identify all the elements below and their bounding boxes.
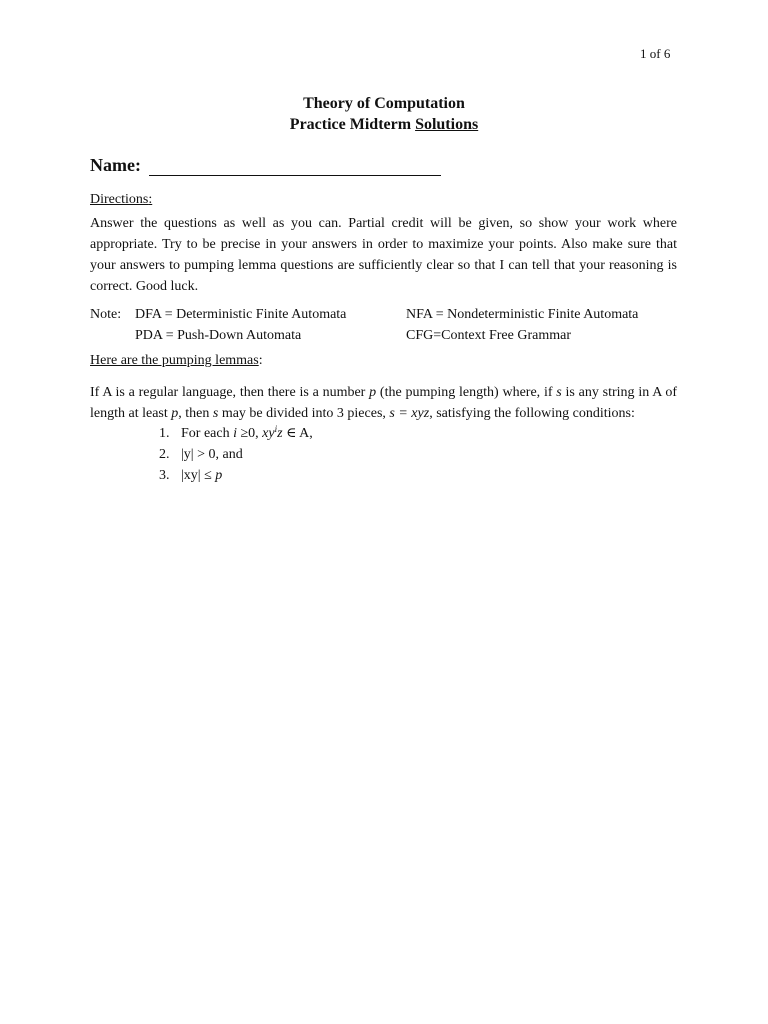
condition-var-i: i: [233, 426, 237, 441]
condition-var-z: z: [277, 426, 283, 441]
directions-body: Answer the questions as well as you can. Partial credit will be given, so show your work where appropriate. Try to be precise in your answers in order to maximize your points. Also make sure that your answers to pumping lemma questions are sufficiently clear so that I can tell that your reasoning is correct. Good luck.: [90, 216, 677, 294]
lemma-text-part: may be divided into 3 pieces,: [218, 406, 390, 421]
pumping-lemmas-heading-text: Here are the pumping lemmas: [90, 353, 259, 368]
condition-item-2: [159, 444, 313, 465]
condition-text-part: |xy| ≤: [181, 468, 216, 483]
condition-number: 3.: [159, 468, 170, 483]
lemma-equation: s = xyz: [389, 406, 430, 421]
condition-text-part: ∈ A,: [282, 426, 313, 441]
lemma-text-part: If A is a regular language, then there is a number: [90, 385, 370, 400]
title-line-2: [0, 114, 768, 135]
title-line-2-prefix: Practice Midterm: [289, 116, 416, 133]
document-title: [0, 93, 768, 135]
name-label: Name:: [90, 155, 146, 175]
condition-text: |y| > 0, and: [181, 447, 243, 462]
lemma-var-p: p: [171, 406, 179, 421]
condition-text: [181, 423, 313, 444]
directions-heading-text: Directions: [90, 192, 149, 207]
directions-heading-colon: :: [148, 192, 153, 207]
condition-item-3: [159, 465, 313, 486]
note-item-cfg: CFG=Context Free Grammar: [406, 328, 571, 343]
note-item-pda: PDA = Push-Down Automata: [135, 328, 302, 343]
title-line-2-underlined: Solutions: [415, 116, 479, 133]
title-line-1: Theory of Computation: [303, 95, 465, 112]
condition-var-p: p: [215, 468, 223, 483]
lemma-text-part: (the pumping length) where, if: [376, 385, 557, 400]
condition-number: 1.: [159, 426, 170, 441]
note-item-dfa: DFA = Deterministic Finite Automata: [135, 307, 347, 322]
lemma-var-s: s: [556, 385, 562, 400]
lemma-conditions-list: [159, 423, 313, 486]
directions-heading: [90, 192, 152, 208]
condition-item-1: [159, 423, 313, 444]
note-item-nfa: NFA = Nondeterministic Finite Automata: [406, 307, 639, 322]
lemma-text-part: , then: [178, 406, 213, 421]
name-blank-line: [149, 157, 441, 176]
condition-var-xy: xy: [262, 426, 275, 441]
lemma-text-part: is any string in A of length at least: [90, 385, 678, 421]
note-label: Note:: [90, 307, 122, 322]
lemma-text-part: , satisfying the following conditions:: [429, 406, 635, 421]
condition-text: [181, 465, 222, 486]
condition-superscript-i: i: [274, 424, 278, 434]
regular-pumping-lemma-statement: [90, 382, 677, 424]
pumping-lemmas-heading: [90, 353, 263, 369]
page-number: 1 of 6: [640, 46, 671, 61]
condition-text-part: For each: [181, 426, 234, 441]
pumping-lemmas-heading-colon: :: [258, 353, 263, 368]
name-field: [90, 155, 441, 176]
lemma-var-s: s: [212, 406, 219, 421]
lemma-var-p: p: [369, 385, 377, 400]
condition-number: 2.: [159, 447, 170, 462]
condition-text-part: ≥0,: [236, 426, 263, 441]
